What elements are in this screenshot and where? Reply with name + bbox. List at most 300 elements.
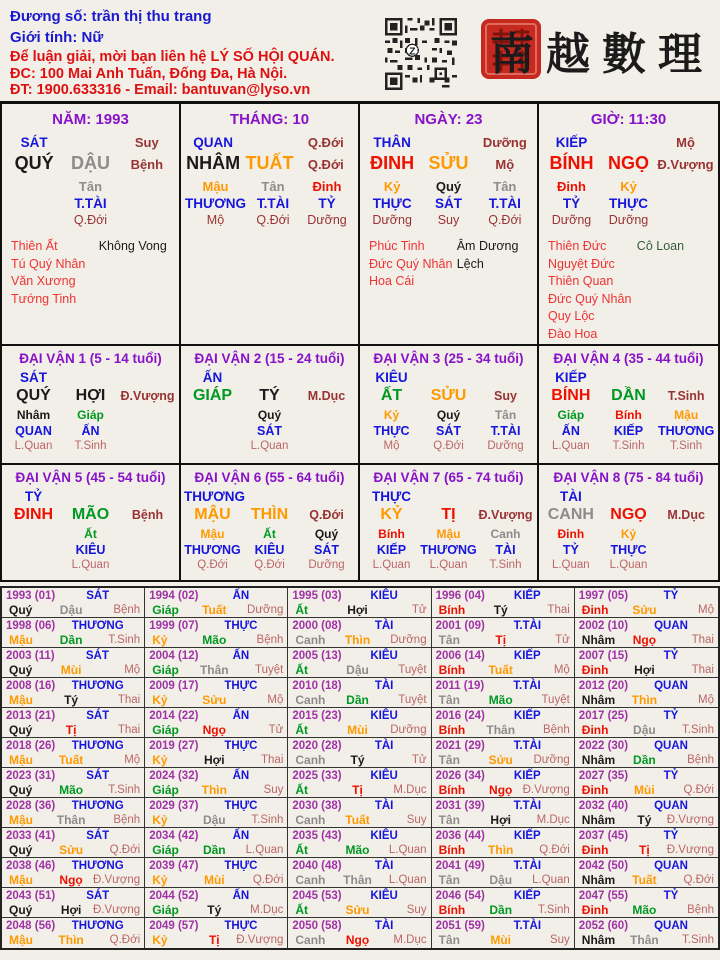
dai-van-section [0,346,720,582]
hidden-stage: Dưỡng [308,559,345,571]
hidden-stem: Kỷ [383,408,400,422]
year-cell-top [2,889,144,903]
year-cell-1995 [288,588,431,618]
year-branch: Thìn [344,633,371,647]
year-label: 2029 (37) [149,800,199,812]
dai-van-god-row [363,489,534,504]
year-branch: Tý [493,603,508,617]
brand-block [478,8,718,96]
star-name: Đức Quý Nhân [548,291,632,306]
pillar-god-label: KIẾP [555,135,588,150]
year-stem: Nhâm [581,693,616,707]
year-god: SÁT [85,650,109,662]
dai-van-god-row [5,489,176,504]
year-cell-top [288,679,430,693]
year-cell-2023 [2,768,145,798]
pillar-branch-stage: Mộ [495,157,515,172]
hidden-stems-row [363,527,534,573]
year-stage: Tử [411,604,427,616]
hidden-stem: Tân [78,179,103,194]
stars-left-list [543,238,637,343]
year-stage: Suy [549,934,570,946]
year-stem: Nhâm [581,933,616,947]
hidden-stem: Tân [261,179,285,194]
contact-invite: Để luận giải, mời bạn liên hệ LÝ SỐ HỘI QUÁN. [10,49,335,65]
year-cell-bottom [575,903,718,917]
year-cell-bottom [145,873,287,887]
year-cell-1998 [2,618,145,648]
hidden-stage: T.Sinh [670,440,703,452]
year-stem: Đinh [581,603,609,617]
year-cell-top [432,769,574,783]
year-cell-top [575,769,718,783]
hidden-god: THỰC [610,543,647,557]
year-cell-top [288,709,430,723]
year-label: 2044 (52) [149,890,199,902]
dai-van-box-3 [360,346,539,463]
hidden-stem: Đinh [557,179,586,194]
year-cell-bottom [145,663,287,677]
dai-van-branch: MÃO [71,506,110,523]
year-cell-top [432,919,574,933]
pillar-branch-stage: Đ.Vượng [657,157,714,172]
pillar-god-label: THÂN [373,135,411,150]
subject-name: Đương số: trần thị thu trang [10,8,212,25]
hidden-stage: T.Sinh [74,440,107,452]
hidden-stems-row [542,408,715,454]
year-stage: Mộ [698,604,714,616]
year-stem: Bính [438,663,466,677]
year-stage: Tử [411,754,427,766]
dai-van-main-row [363,387,534,405]
dai-van-god-row [184,489,355,504]
year-label: 2003 (11) [6,650,55,662]
year-cell-bottom [575,813,718,827]
year-stage: T.Sinh [537,904,570,916]
pillar-god-label: SÁT [20,135,48,150]
year-stem: Kỷ [152,753,168,767]
year-cell-bottom [288,693,430,707]
year-stage: Q.Đới [109,844,141,856]
year-cell-bottom [2,933,144,947]
year-cell-2035 [288,828,431,858]
year-label: 1997 (05) [578,590,629,602]
year-cell-2005 [288,648,431,678]
year-branch: Mùi [490,933,512,947]
year-cell-bottom [432,873,574,887]
year-label: 2022 (30) [578,740,629,752]
year-branch: Thân [56,813,86,827]
hidden-stem: Mậu [674,408,699,422]
year-branch: Tý [637,813,652,827]
hidden-slot [542,408,600,454]
year-branch: Mão [345,843,370,857]
hidden-stem: Bính [615,408,642,422]
year-god: ẤN [232,770,250,782]
pillar-stem: NHÂM [186,153,241,173]
year-label: 2051 (59) [435,920,485,932]
pillar-box-3 [360,104,539,344]
year-label: 1998 (06) [6,620,56,632]
year-label: 2007 (15) [578,650,629,662]
year-cell-bottom [288,633,430,647]
star-name: Đức Quý Nhân [369,256,453,271]
year-stem: Ất [295,723,309,737]
year-god: THƯƠNG [71,860,124,872]
year-stem: Đinh [581,903,609,917]
year-cell-top [432,709,574,723]
hidden-stage: L.Quan [14,440,53,452]
year-branch: Sửu [202,693,227,707]
year-stage: Q.Đới [252,874,284,886]
dai-van-branch: DẦN [611,387,646,404]
dai-van-stage: Đ.Vượng [120,389,175,403]
hidden-slot [5,408,62,454]
year-cell-2001 [432,618,575,648]
dai-van-box-8 [539,463,718,580]
year-god: TÀI [374,620,394,632]
year-branch: Tuất [345,813,370,827]
year-stage: M.Dục [393,934,427,946]
year-cell-bottom [145,603,287,617]
year-stem: Mậu [9,633,33,647]
year-stage: Tuyệt [398,694,427,706]
dai-van-title: ĐẠI VẬN 6 (55 - 64 tuổi) [194,470,345,485]
year-cell-top [575,649,718,663]
year-branch: Mão [202,633,227,647]
year-cell-2010 [288,678,431,708]
hidden-god: KIÊU [254,543,285,557]
hidden-slot [119,527,176,573]
year-label: 2019 (27) [149,740,199,752]
year-cell-2043 [2,888,145,918]
year-stage: Đ.Vượng [92,874,141,886]
year-stem: Mậu [9,873,33,887]
hidden-stem: Kỷ [620,527,637,541]
dai-van-stem: BÍNH [551,387,591,404]
year-stage: Suy [406,814,427,826]
year-god: KIÊU [370,710,398,722]
year-label: 2008 (16) [6,680,56,692]
year-cell-bottom [575,693,718,707]
year-stage: Mộ [553,664,570,676]
year-cell-bottom [575,723,718,737]
year-cell-2052 [575,918,718,948]
year-branch: Dần [202,843,226,857]
year-cell-top [288,619,430,633]
hidden-stage: L.Quan [609,559,648,571]
year-cell-top [288,799,430,813]
year-label: 2030 (38) [292,800,342,812]
year-stem: Quý [9,783,33,797]
hidden-slot [241,527,298,573]
dai-van-main-row [184,506,355,524]
year-label: 1993 (01) [6,590,56,602]
year-stage: Mộ [124,664,141,676]
hidden-stage: Mộ [206,213,225,227]
year-stem: Ất [295,603,309,617]
hidden-slot [420,179,476,228]
dai-van-main-row [542,506,715,524]
year-cell-top [145,619,287,633]
dai-van-stage: M.Dục [667,508,705,522]
year-cell-top [575,859,718,873]
pillar-branch: TUẤT [245,153,294,173]
year-cell-bottom [288,723,430,737]
year-cell-2006 [432,648,575,678]
year-branch: Mão [632,903,657,917]
hidden-stage: Dưỡng [307,213,347,227]
year-stem: Kỷ [152,693,168,707]
year-label: 1996 (04) [435,590,485,602]
hidden-god: T.TÀI [256,196,290,211]
dai-van-god-row [363,370,534,385]
year-branch: Hợi [347,603,368,617]
spacer [420,135,476,150]
year-label: 2016 (24) [435,710,485,722]
svg-text:Z: Z [409,46,416,58]
year-cell-2020 [288,738,431,768]
year-stem: Giáp [152,723,179,737]
year-stage: Tuyệt [541,694,570,706]
year-label: 2039 (47) [149,860,199,872]
hidden-god: TÀI [495,543,516,557]
pillar-stem: QUÝ [14,153,54,173]
dai-van-branch: NGỌ [610,506,647,523]
hidden-slot [657,527,715,573]
pillar-branch: SỬU [428,153,469,173]
year-branch: Hợi [204,753,225,767]
year-cell-2030 [288,798,431,828]
year-god: TỶ [663,650,679,662]
year-stem: Ất [295,663,309,677]
stars-right-list [457,238,533,291]
year-cell-1996 [432,588,575,618]
year-cell-top [575,829,718,843]
stars-right-list [637,238,714,343]
year-cell-bottom [432,783,574,797]
pillar-box-4 [539,104,718,344]
year-cell-bottom [575,633,718,647]
hidden-stage: Suy [437,213,460,227]
year-stage: Mộ [267,694,284,706]
year-cell-bottom [575,873,718,887]
year-cell-bottom [288,933,430,947]
hidden-god: THƯƠNG [657,424,715,438]
year-label: 1999 (07) [149,620,199,632]
pillar-main-row [364,153,533,174]
year-stem: Mậu [9,933,33,947]
year-god: SÁT [86,590,110,602]
year-cell-bottom [575,663,718,677]
dai-van-box-2 [181,346,360,463]
year-label: 2004 (12) [149,650,199,662]
hidden-stem: Bính [378,527,405,541]
year-branch: Sửu [488,753,513,767]
year-stage: M.Dục [536,814,570,826]
year-stage: T.Sinh [108,784,141,796]
year-stage: Đ.Vượng [92,904,141,916]
pillar-god-row [364,135,533,150]
year-branch: Tuất [58,753,84,767]
year-cell-top [432,679,574,693]
year-cell-top [575,739,718,753]
year-cell-bottom [2,903,144,917]
hidden-stem: Nhâm [16,408,51,422]
year-god: THỰC [224,620,258,632]
year-cell-2050 [288,918,431,948]
year-stage: Dưỡng [533,754,570,766]
spacer [62,135,118,150]
year-stage: Bệnh [542,724,570,736]
year-stem: Tân [438,933,460,947]
year-cell-bottom [432,903,574,917]
hidden-slot [542,527,600,573]
year-cell-top [145,649,287,663]
hidden-slot [600,179,657,228]
year-god: THƯƠNG [71,680,124,692]
year-label: 2034 (42) [149,830,199,842]
year-label: 1994 (02) [149,590,199,602]
hidden-god: TỶ [562,543,579,557]
hidden-god: THỰC [609,196,648,211]
year-cell-2044 [145,888,288,918]
year-label: 2038 (46) [6,860,56,872]
year-cell-top [575,619,718,633]
year-stage: Thai [261,754,284,766]
year-cell-2034 [145,828,288,858]
spacer [600,135,657,150]
year-branch: Ngọ [59,873,83,887]
hidden-god: T.TÀI [488,196,521,211]
star-name: Thiên Quan [548,274,614,288]
year-god: KIÊU [370,770,398,782]
year-cell-1993 [2,588,145,618]
year-stage: T.Sinh [108,634,141,646]
year-stage: Đ.Vượng [666,844,714,856]
year-stage: Dưỡng [390,724,427,736]
year-cell-2004 [145,648,288,678]
year-branch: Mùi [203,873,225,887]
year-branch: Thân [343,873,372,887]
year-branch: Dậu [346,663,369,677]
year-cell-top [145,709,287,723]
hidden-stem: Kỷ [383,179,401,194]
pillar-box-2 [181,104,360,344]
hidden-slot [543,179,600,228]
year-stem: Tân [438,693,460,707]
year-label: 2042 (50) [578,860,629,872]
year-stage: Thai [691,634,714,646]
hidden-god: KIẾP [613,424,644,438]
year-stem: Bính [438,603,466,617]
year-branch: Hợi [490,813,511,827]
dai-van-main-row [363,506,534,524]
pillar-stem: ĐINH [370,153,415,173]
year-cell-2049 [145,918,288,948]
year-stage: Q.Đới [683,784,714,796]
dai-van-stem: MẬU [194,506,231,523]
year-god: KIẾP [513,710,541,722]
year-stem: Canh [295,753,326,767]
year-stage: L.Quan [388,874,427,886]
year-god: TỶ [663,710,679,722]
year-cell-2011 [432,678,575,708]
dai-van-god-row [184,370,355,385]
year-cell-2025 [288,768,431,798]
dai-van-title: ĐẠI VẬN 3 (25 - 34 tuổi) [373,351,524,366]
header [0,0,720,101]
year-stage: Q.Đới [683,874,714,886]
year-stage: M.Dục [393,784,427,796]
hidden-slot [184,527,241,573]
dai-van-title: ĐẠI VẬN 1 (5 - 14 tuổi) [19,351,162,366]
year-cell-bottom [432,603,574,617]
year-branch: Thìn [488,843,514,857]
year-cell-top [2,589,144,603]
year-cell-bottom [145,933,287,947]
year-stem: Canh [295,813,326,827]
year-cell-bottom [575,603,718,617]
hidden-stems-row [364,179,533,228]
hidden-stems-row [543,179,714,228]
dai-van-god-row [542,489,715,504]
year-god: QUAN [654,860,688,872]
year-branch: Mão [59,783,84,797]
year-cell-2040 [288,858,431,888]
year-branch: Tuất [488,663,513,677]
year-cell-bottom [2,843,144,857]
hidden-slot [6,179,62,228]
year-cell-bottom [2,813,144,827]
year-label: 2006 (14) [435,650,485,662]
year-cell-1994 [145,588,288,618]
year-cell-2036 [432,828,575,858]
hidden-stage: T.Sinh [489,559,522,571]
dai-van-title: ĐẠI VẬN 7 (65 - 74 tuổi) [373,470,524,485]
year-god: KIẾP [513,890,541,902]
four-pillars-section [0,101,720,346]
pillar-stars [364,238,533,291]
year-branch: Hợi [634,663,655,677]
year-cell-2028 [2,798,145,828]
hidden-stem: Giáp [557,408,585,422]
dai-van-title: ĐẠI VẬN 8 (75 - 84 tuổi) [553,470,704,485]
star-name: Văn Xương [11,274,76,288]
year-stem: Ất [295,783,309,797]
year-cell-2042 [575,858,718,888]
year-cell-top [575,679,718,693]
year-god: THƯƠNG [71,920,124,932]
year-stem: Canh [295,633,326,647]
hidden-stem: Ất [263,527,276,541]
hidden-slot [657,179,714,228]
year-god: KIẾP [513,590,541,602]
year-branch: Dậu [59,603,83,617]
year-branch: Hợi [60,903,82,917]
pillar-branch-stage: Q.Đới [307,157,344,172]
hidden-stem: Tân [494,408,517,422]
hidden-stage: Q.Đới [433,440,464,452]
hidden-slot [300,179,354,228]
year-stage: Tuyệt [398,664,427,676]
hidden-stage: Q.Đới [254,559,285,571]
year-cell-top [432,589,574,603]
year-god: QUAN [654,920,688,932]
year-cell-bottom [432,933,574,947]
dai-van-stem: ẤT [380,387,403,404]
pillar-main-row [185,153,354,174]
